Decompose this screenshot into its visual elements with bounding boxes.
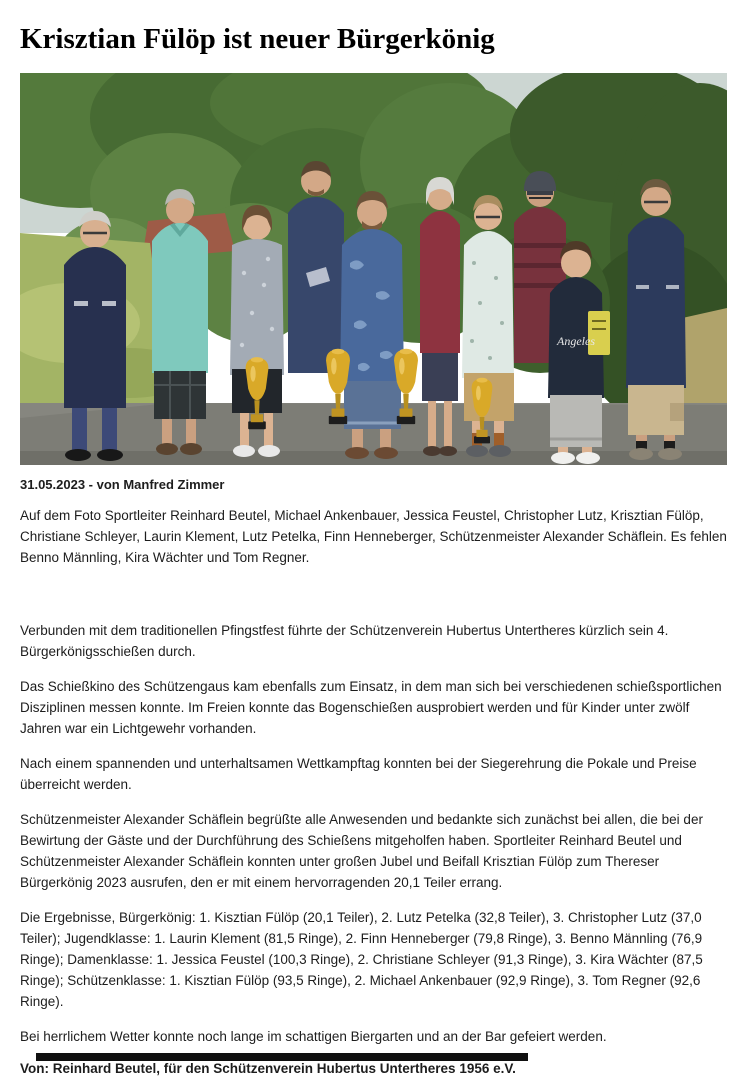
article-photo	[20, 73, 727, 465]
byline: 31.05.2023 - von Manfred Zimmer	[20, 476, 225, 492]
paragraph-ergebnisse: Die Ergebnisse, Bürgerkönig: 1. Kisztian Fülöp (20,1 Teiler), 2. Lutz Petelka (32,8 Teiler), 3. Christopher Lutz (37,0 Teiler); Jugendklasse: 1. Laurin Klement (81,5 Ringe), 2. Finn Henneberger (79,8 Ringe), 3. Benno Männling (76,9 Ringe); Damenklasse: 1. Jessica Feustel (100,3 Ringe), 2. Christiane Schleyer (91,3 Ringe), 3. Kira Wächter (87,5 Ringe); Schützenklasse: 1. Kisztian Fülöp (93,5 Ringe), 2. Michael Ankenbauer (92,9 Ringe), 3. Tom Regner (92,6 Ringe).	[20, 909, 703, 1009]
bottom-divider-bar	[36, 1053, 528, 1061]
paragraph-photo-caption: Auf dem Foto Sportleiter Reinhard Beutel, Michael Ankenbauer, Jessica Feustel, Christopher Lutz, Krisztian Fülöp, Christiane Schleyer, Laurin Klement, Lutz Petelka, Finn Henneberger, Schützenmeister Alexander Schäflein. Es fehlen Benno Männling, Kira Wächter und Tom Regner.	[20, 507, 727, 565]
shirt-print: Angeles	[557, 333, 595, 348]
paragraph-ausrufung: Schützenmeister Alexander Schäflein begrüßte alle Anwesenden und bedankte sich zunächst bei allen, die bei der Bewirtung der Gäste und der Durchführung des Schießens mitgeholfen haben. Sportleiter Reinhard Beutel und Schützenmeister Alexander Schäflein konnten unter großen Jubel und Beifall Krisztian Fülöp zum Thereser Bürgerkönig 2023 ausrufen, den er mit einem hervorragenden 20,1 Teiler errang.	[20, 811, 703, 890]
flyer	[588, 311, 610, 355]
footer-credit: Von: Reinhard Beutel, für den Schützenverein Hubertus Untertheres 1956 e.V.	[20, 1060, 516, 1076]
group-photo-illustration	[20, 73, 727, 465]
paragraph-biergarten: Bei herrlichem Wetter konnte noch lange im schattigen Biergarten und an der Bar gefeiert werden.	[20, 1028, 607, 1044]
article	[20, 24, 727, 1076]
article-headline: Krisztian Fülöp ist neuer Bürgerkönig	[20, 23, 495, 55]
paragraph-intro: Verbunden mit dem traditionellen Pfingstfest führte der Schützenverein Hubertus Untertheres kürzlich sein 4. Bürgerkönigsschießen durch.	[20, 622, 669, 659]
paragraph-schiesskino: Das Schießkino des Schützengaus kam ebenfalls zum Einsatz, in dem man sich bei verschiedenen schießsportlichen Disziplinen messen konnte. Im Freien konnte das Bogenschießen ausprobiert werden und für Kinder unter zwölf Jahren war ein Lichtgewehr vorhanden.	[20, 678, 722, 736]
paragraph-siegerehrung: Nach einem spannenden und unterhaltsamen Wettkampftag konnten bei der Siegerehrung die Pokale und Preise überreicht werden.	[20, 755, 697, 792]
article-body	[20, 505, 727, 1047]
